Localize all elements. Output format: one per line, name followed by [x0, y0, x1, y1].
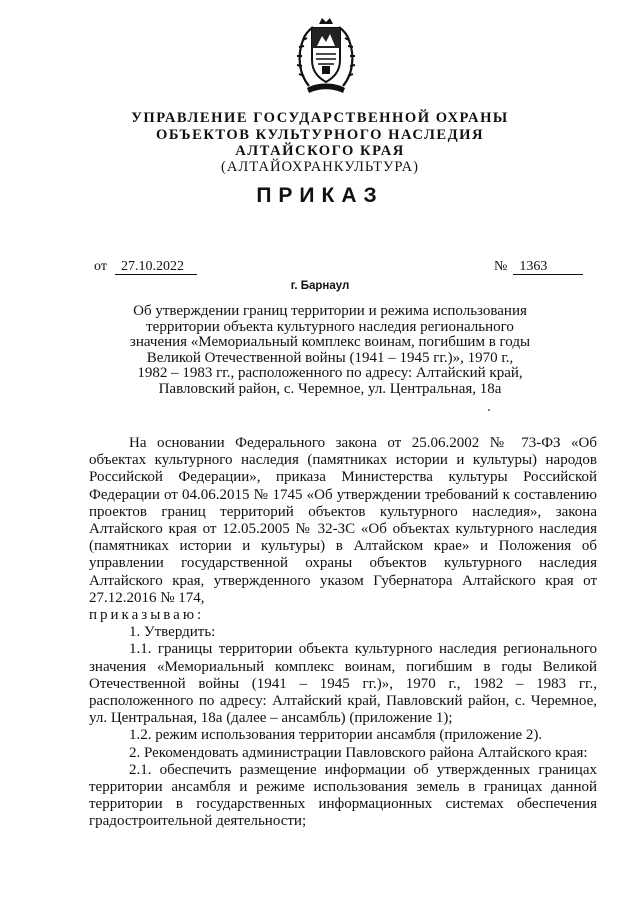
org-short-name: (АЛТАЙОХРАНКУЛЬТУРА) — [220, 159, 420, 175]
document-title: ПРИКАЗ — [256, 184, 384, 207]
org-name-line: АЛТАЙСКОГО КРАЯ — [235, 143, 405, 159]
subject-line: территории объекта культурного наследия регионального — [146, 318, 514, 335]
number-prefix: № — [494, 259, 508, 274]
clause-2: 2. Рекомендовать администрации Павловского района Алтайского края: — [129, 744, 588, 761]
order-body — [89, 435, 597, 831]
org-name-line: УПРАВЛЕНИЕ ГОСУДАРСТВЕННОЙ ОХРАНЫ — [131, 110, 509, 126]
preamble-paragraph: На основании Федерального закона от 25.06.2002 № 73-ФЗ «Об объектах культурного наследия (памятниках истории и культуры) народов Российской Федерации», приказа Министерства культуры Российской Федерации от 04.06.2015 № 1745 «Об утверждении требований к составлению проектов границ территорий объектов культурного наследия», закона Алтайского края от 12.05.2005 № 32-ЗС «Об объектах культурного наследия (памятниках истории и культуры) в Алтайском крае» и Положения об управлении государственной охраны объектов культурного наследия Алтайского края, утвержденного указом Губернатора Алтайского края от 27.12.2016 № 174, — [89, 435, 597, 606]
subject-line: Об утверждении границ территории и режима использования — [133, 303, 527, 319]
number-line — [494, 259, 583, 275]
subject-line: значения «Мемориальный комплекс воинам, погибшим в годы — [129, 334, 531, 351]
clause-1-1: 1.1. границы территории объекта культурного наследия регионального значения «Мемориальный комплекс воинам, погибшим в годы Великой Отечественной войны (1941 – 1945 гг.)», 1970 г., 1982 – 1983 гг., расположенного по адресу: Алтайский край, Павловский район, с. Черемное, ул. Центральная, 18а (далее – ансамбль) (приложение 1); — [89, 641, 597, 727]
clause-1: 1. Утвердить: — [129, 624, 216, 641]
order-subject — [110, 304, 550, 398]
subject-line: Великой Отечественной войны (1941 – 1945 гг.)», 1970 г., — [146, 349, 514, 366]
city-name: г. Барнаул — [290, 280, 350, 292]
subject-line: 1982 – 1983 гг., расположенного по адресу: Алтайский край, — [137, 365, 523, 382]
date-prefix: от — [94, 259, 107, 274]
org-name-line: ОБЪЕКТОВ КУЛЬТУРНОГО НАСЛЕДИЯ — [155, 127, 485, 143]
scan-speck — [488, 409, 490, 411]
order-word: приказываю: — [89, 607, 205, 624]
coat-of-arms-icon — [295, 16, 357, 96]
clause-2-1: 2.1. обеспечить размещение информации об утвержденных границах территории ансамбля и режиме использования земель в границах данной территории в государственных информационных системах обеспечения градостроительной деятельности; — [89, 761, 597, 830]
clause-1-2: 1.2. режим использования территории ансамбля (приложение 2). — [129, 727, 543, 744]
order-date: 27.10.2022 — [115, 259, 197, 275]
date-line — [94, 259, 197, 275]
order-number: 1363 — [513, 259, 583, 275]
subject-line: Павловский район, с. Черемное, ул. Центральная, 18а — [158, 380, 502, 397]
